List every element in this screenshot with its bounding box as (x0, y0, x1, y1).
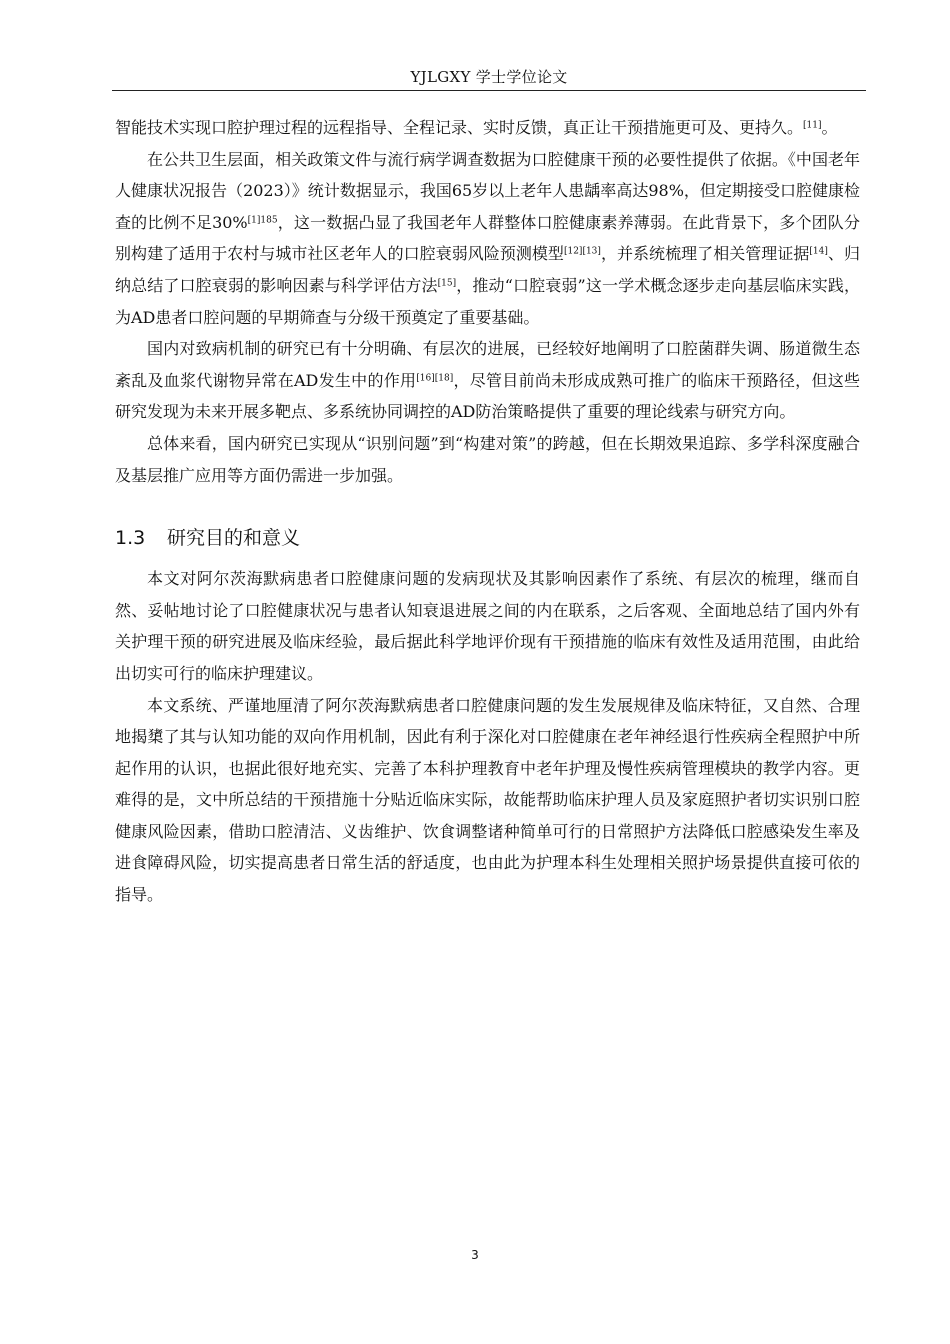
paragraph-summary: 总体来看，国内研究已实现从“识别问题”到“构建对策”的跨越，但在长期效果追踪、多学科深度融合及基层推广应用等方面仍需进一步加强。 (115, 433, 860, 485)
header-rule (112, 90, 866, 91)
paragraph-text: ，推动“口腔衰弱”这一学术概念逐步走向基层临床实践，为AD患者口腔问题的早期筛查与分级干预奠定了重要基础。 (115, 275, 860, 327)
paragraph-text: ，这一数据凸显了我国老年人群整体口腔健康素养薄弱。在此背景下，多个团队分别构建了适用于农村与城市社区老年人的口腔衰弱风险预测模型 (115, 212, 860, 264)
citation: [11] (803, 120, 822, 131)
page-number: 3 (471, 1248, 479, 1262)
paragraph-purpose: 本文对阿尔茨海默病患者口腔健康问题的发病现状及其影响因素作了系统、有层次的梳理，继而自然、妥帖地讨论了口腔健康状况与患者认知衰退进展之间的内在联系，之后客观、全面地总结了国内外有关护理干预的研究进展及临床经验，最后据此科学地评价现有干预措施的临床有效性及适用范围，由此给出切实可行的临床护理建议。 (115, 569, 860, 683)
citation: [12][13] (563, 246, 601, 257)
running-header: YJLGXY 学士学位论文 (410, 68, 568, 86)
document-body (115, 112, 860, 911)
section-heading (115, 523, 860, 553)
citation: [14] (809, 246, 828, 257)
citation: [15] (437, 278, 457, 289)
paragraph-continued (115, 112, 860, 144)
citation: [16][18] (416, 373, 454, 384)
paragraph-text: 在公共卫生层面，相关政策文件与流行病学调查数据为口腔健康干预的必要性提供了依据。《中国老年人健康状况报告（2023）》统计数据显示，我国65岁以上老年人患龋率高达98%，但定期接受口腔健康检查的比例不足30% (115, 149, 860, 232)
citation: [1]185 (247, 215, 278, 226)
paragraph-mechanism (115, 333, 860, 428)
paragraph-text: 。 (821, 118, 838, 137)
paragraph-text: ，并系统梳理了相关管理证据 (600, 244, 810, 264)
section-number: 1.3 (115, 527, 146, 550)
paragraph-significance: 本文系统、严谨地厘清了阿尔茨海默病患者口腔健康问题的发生发展规律及临床特征，又自然、合理地揭橥了其与认知功能的双向作用机制，因此有利于深化对口腔健康在老年神经退行性疾病全程照护中所起作用的认识，也据此很好地充实、完善了本科护理教育中老年护理及慢性疾病管理模块的教学内容。更难得的是，文中所总结的干预措施十分贴近临床实际，故能帮助临床护理人员及家庭照护者切实识别口腔健康风险因素，借助口腔清洁、义齿维护、饮食调整诸种简单可行的日常照护方法降低口腔感染发生率及进食障碍风险，切实提高患者日常生活的舒适度，也由此为护理本科生处理相关照护场景提供直接可依的指导。 (115, 695, 860, 905)
paragraph-text: 国内对致病机制的研究已有十分明确、有层次的进展，已经较好地阐明了口腔菌群失调、肠道微生态紊乱及血浆代谢物异常在AD发生中的作用 (115, 339, 860, 390)
paragraph-text: ，尽管目前尚未形成成熟可推广的临床干预路径，但这些研究发现为未来开展多靶点、多系统协同调控的AD防治策略提供了重要的理论线索与研究方向。 (115, 370, 860, 422)
paragraph-public-health (115, 144, 860, 334)
paragraph-text: 智能技术实现口腔护理过程的远程指导、全程记录、实时反馈，真正让干预措施更可及、更持久。 (115, 118, 804, 137)
paragraph-text: 、归纳总结了口腔衰弱的影响因素与科学评估方法 (115, 244, 860, 295)
section-title: 研究目的和意义 (167, 527, 301, 550)
